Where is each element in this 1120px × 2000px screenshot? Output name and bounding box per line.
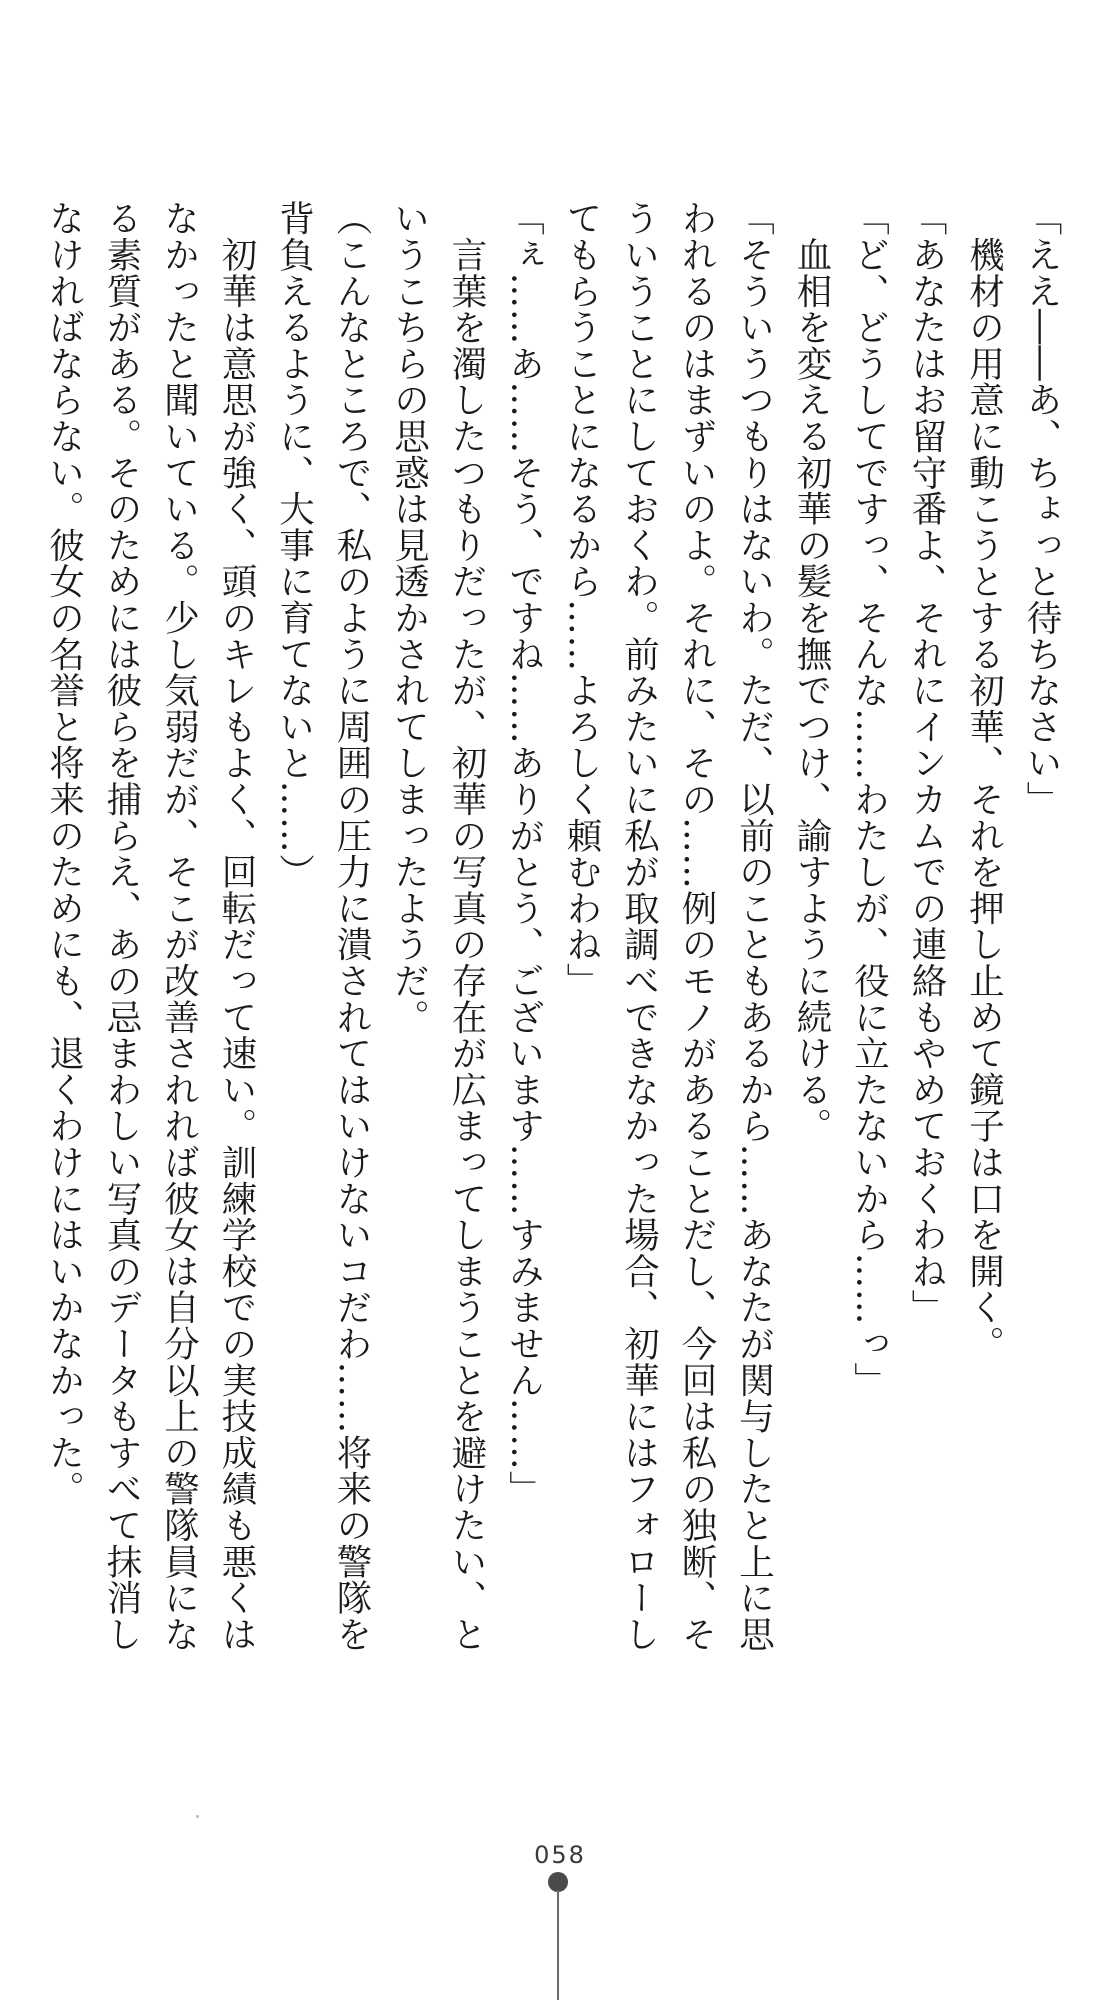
text-line: 「ええ――あ、ちょっと待ちなさい」	[1021, 200, 1062, 818]
text-line: 血相を変える初華の髪を撫でつけ、諭すように続ける。	[791, 200, 832, 1144]
text-line: 初華は意思が強く、頭のキレもよく、回転だって速い。訓練学校での実技成績も悪くは	[216, 200, 257, 1652]
text-line: 「あなたはお留守番よ、それにインカムでの連絡もやめておくわね」	[906, 200, 947, 1326]
text-line: る素質がある。そのためには彼らを捕らえ、あの忌まわしい写真のデータもすべて抹消し	[101, 200, 142, 1652]
text-line: ういうことにしておくわ。前みたいに私が取調べできなかった場合、初華にはフォローし	[618, 200, 660, 1652]
folio-ornament-icon	[548, 1872, 568, 2000]
text-line: なければならない。彼女の名誉と将来のためにも、退くわけにはいかなかった。	[43, 200, 85, 1507]
text-line: （こんなところで、私のように周囲の圧力に潰されてはいけないコだわ……将来の警隊を	[331, 200, 372, 1652]
text-line: 「ぇ……あ……そう、ですね……ありがとう、ございます……すみません……」	[503, 200, 545, 1507]
text-line: てもらうことになるから……よろしく頼むわね」	[561, 200, 602, 999]
novel-body-text	[43, 200, 1070, 1652]
paper-speck	[196, 1815, 199, 1818]
text-line: 機材の用意に動こうとする初華、それを押し止めて鏡子は口を開く。	[963, 200, 1005, 1362]
text-line: 言葉を濁したつもりだったが、初華の写真の存在が広まってしまうことを避けたい、と	[446, 200, 487, 1652]
folio-stem-line	[557, 1890, 559, 2000]
page-number: 058	[534, 1841, 586, 1869]
text-line: いうこちらの思惑は見透かされてしまったようだ。	[388, 200, 430, 1035]
text-line: 背負えるように、大事に育てないと……）	[273, 200, 315, 890]
text-line: 「ど、どうしてですっ、そんな……わたしが、役に立たないから……っ」	[848, 200, 890, 1398]
text-line: われるのはまずいのよ。それに、その……例のモノがあることだし、今回は私の独断、そ	[676, 200, 717, 1652]
text-line: 「そういうつもりはないわ。ただ、以前のこともあるから……あなたが関与したと上に思	[733, 200, 775, 1652]
folio-dot-icon	[548, 1872, 568, 1892]
text-line: なかったと聞いている。少し気弱だが、そこが改善されれば彼女は自分以上の警隊員にな	[158, 200, 200, 1652]
